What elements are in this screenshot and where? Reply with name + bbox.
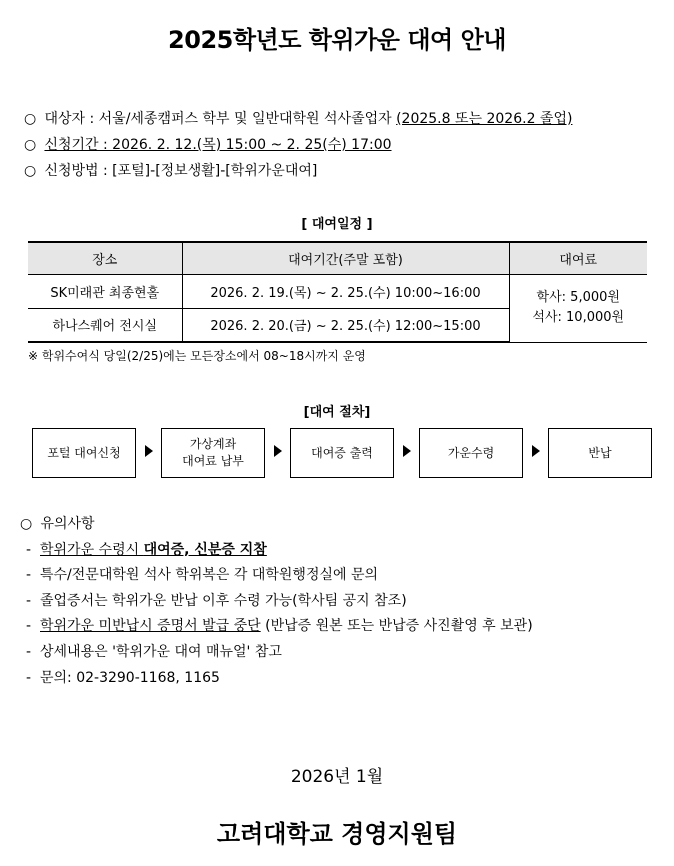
procedure-heading: [대여 절차] [303,405,371,420]
notes-section [20,512,533,691]
step-return [548,428,652,478]
step-label: 포털 대여신청 [47,445,121,460]
circle-bullet-icon: ○ [24,137,37,153]
fee-cell [509,274,647,342]
header-fee: 대여료 [509,242,647,274]
note4-underlined: 학위가운 미반납시 증명서 발급 중단 [40,618,261,635]
circle-bullet-icon: ○ [24,163,37,179]
header-place: 장소 [28,242,182,274]
step-portal-apply [32,428,136,478]
issue-date: 2026년 1월 [290,767,384,787]
header-period: 대여기간(주말 포함) [182,242,509,274]
note6-contact: 문의: 02-3290-1168, 1165 [40,669,220,686]
period-text: 신청기간 : 2026. 2. 12.(목) 15:00 ~ 2. 25(수) 17:00 [44,137,392,153]
step-label: 반납 [588,445,612,460]
list-item: - 학위가운 수령시 대여증, 신분증 지참 [26,541,267,558]
method-text: 신청방법 : [포털]-[정보생활]-[학위가운대여] [44,163,318,179]
notes-heading: 유의사항 [40,516,95,532]
target-row [24,106,572,132]
circle-bullet-icon: ○ [20,516,33,532]
organization-name: 고려대학교 경영지원팀 [216,820,458,848]
row2-period: 2026. 2. 20.(금) ~ 2. 25.(수) 12:00~15:00 [182,308,509,342]
list-item: - 특수/전문대학원 석사 학위복은 각 대학원행정실에 문의 [26,567,379,584]
fee-bachelor: 학사: 5,000원 [536,290,620,305]
arrow-right-icon [145,445,153,457]
schedule-heading: [ 대여일정 ] [301,217,373,232]
target-label: 대상자 : 서울/세종캠퍼스 학부 및 일반대학원 석사졸업자 [44,111,397,127]
list-item: - 학위가운 미반납시 증명서 발급 중단 (반납증 원본 또는 반납증 사진촬영 후 보관) [26,618,533,635]
list-item: - 문의: 02-3290-1168, 1165 [26,669,220,686]
row2-place: 하나스퀘어 전시실 [28,308,182,342]
table-header-row [28,242,647,274]
step-receive-gown [419,428,523,478]
step-print-slip [290,428,394,478]
method-row [24,158,572,184]
step-label: 대여증 출력 [311,445,373,460]
note2: 특수/전문대학원 석사 학위복은 각 대학원행정실에 문의 [40,567,379,584]
period-row [24,132,572,158]
step-payment [161,428,265,478]
notes-heading-row [20,512,533,538]
circle-bullet-icon: ○ [24,111,37,127]
note5: 상세내용은 '학위가운 대여 매뉴얼' 참고 [40,643,282,660]
page-title: 2025학년도 학위가운 대여 안내 [168,26,506,54]
step-label: 대여료 납부 [182,454,244,468]
schedule-table [28,241,647,343]
arrow-right-icon [274,445,282,457]
step-label: 가상계좌 [189,437,237,451]
table-row [28,274,647,308]
note1: 학위가운 수령시 대여증, 신분증 지참 [40,541,267,558]
target-note: (2025.8 또는 2026.2 졸업) [396,111,573,127]
row1-period: 2026. 2. 19.(목) ~ 2. 25.(수) 10:00~16:00 [182,274,509,308]
arrow-right-icon [403,445,411,457]
note4-rest: (반납증 원본 또는 반납증 사진촬영 후 보관) [260,618,533,635]
list-item: - 상세내용은 '학위가운 대여 매뉴얼' 참고 [26,643,282,660]
row1-place: SK미래관 최종현홀 [28,274,182,308]
info-section [24,106,572,184]
procedure-flow [32,428,648,478]
step-label: 가운수령 [447,445,495,460]
note3: 졸업증서는 학위가운 반납 이후 수령 가능(학사팀 공지 참조) [40,592,407,609]
fee-master: 석사: 10,000원 [532,310,625,325]
arrow-right-icon [532,445,540,457]
list-item: - 졸업증서는 학위가운 반납 이후 수령 가능(학사팀 공지 참조) [26,592,407,609]
schedule-note: ※ 학위수여식 당일(2/25)에는 모든장소에서 08~18시까지 운영 [28,349,366,363]
